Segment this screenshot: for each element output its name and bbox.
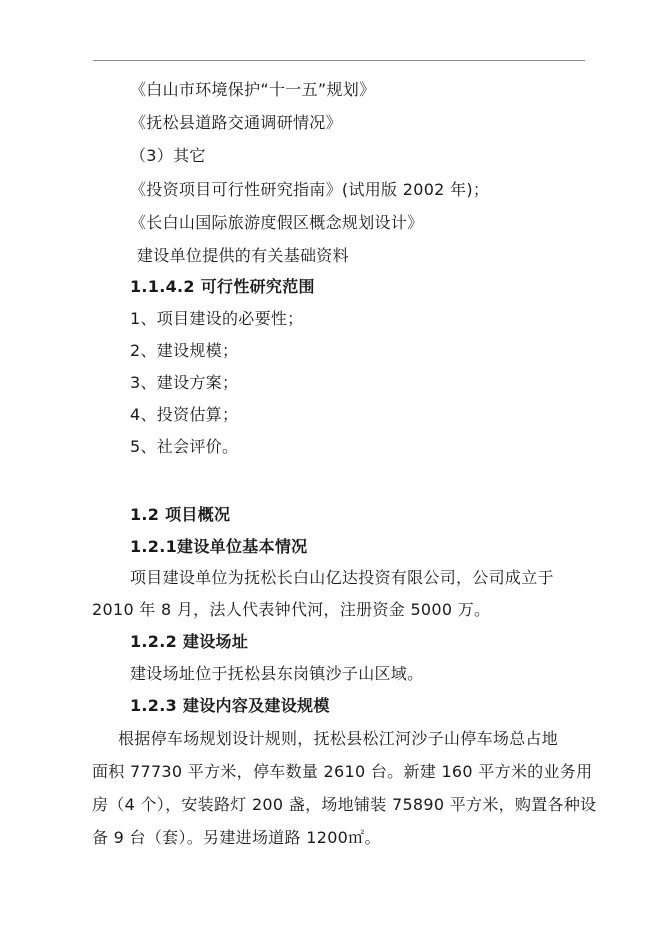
- reference-line-2: 《抚松县道路交通调研情况》: [130, 113, 342, 132]
- reference-line-6: 建设单位提供的有关基础资料: [137, 246, 349, 265]
- section-heading-1-2-2: 1.2.2 建设场址: [130, 632, 249, 651]
- header-rule: [93, 60, 585, 61]
- list-item: 3、建设方案；: [130, 373, 239, 392]
- reference-line-1: 《白山市环境保护“十一五”规划》: [130, 80, 376, 99]
- reference-line-5: 《长白山国际旅游度假区概念规划设计》: [130, 213, 424, 232]
- section-heading-1-2-1: 1.2.1建设单位基本情况: [130, 537, 308, 556]
- paragraph-line: 项目建设单位为抚松长白山亿达投资有限公司，公司成立于: [130, 568, 554, 587]
- list-item: 1、项目建设的必要性；: [130, 309, 304, 328]
- paragraph-line: 建设场址位于抚松县东岗镇沙子山区域。: [130, 664, 424, 683]
- paragraph-line: 备 9 台（套）。另建进场道路 1200㎡。: [92, 828, 381, 847]
- paragraph-line: 房（4 个），安装路灯 200 盏，场地铺装 75890 平方米，购置各种设: [92, 795, 597, 814]
- section-heading-1-1-4-2: 1.1.4.2 可行性研究范围: [130, 277, 315, 296]
- section-heading-1-2: 1.2 项目概况: [130, 505, 231, 524]
- reference-line-3: （3）其它: [130, 146, 206, 165]
- paragraph-line: 根据停车场规划设计规则，抚松县松江河沙子山停车场总占地: [118, 729, 559, 748]
- section-heading-1-2-3: 1.2.3 建设内容及建设规模: [130, 696, 330, 715]
- list-item: 5、社会评价。: [130, 437, 239, 456]
- list-item: 2、建设规模；: [130, 341, 239, 360]
- paragraph-line: 2010 年 8 月，法人代表钟代河，注册资金 5000 万。: [92, 600, 491, 619]
- reference-line-4: 《投资项目可行性研究指南》(试用版 2002 年)；: [130, 180, 490, 199]
- list-item: 4、投资估算；: [130, 405, 239, 424]
- paragraph-line: 面积 77730 平方米，停车数量 2610 台。新建 160 平方米的业务用: [92, 762, 593, 781]
